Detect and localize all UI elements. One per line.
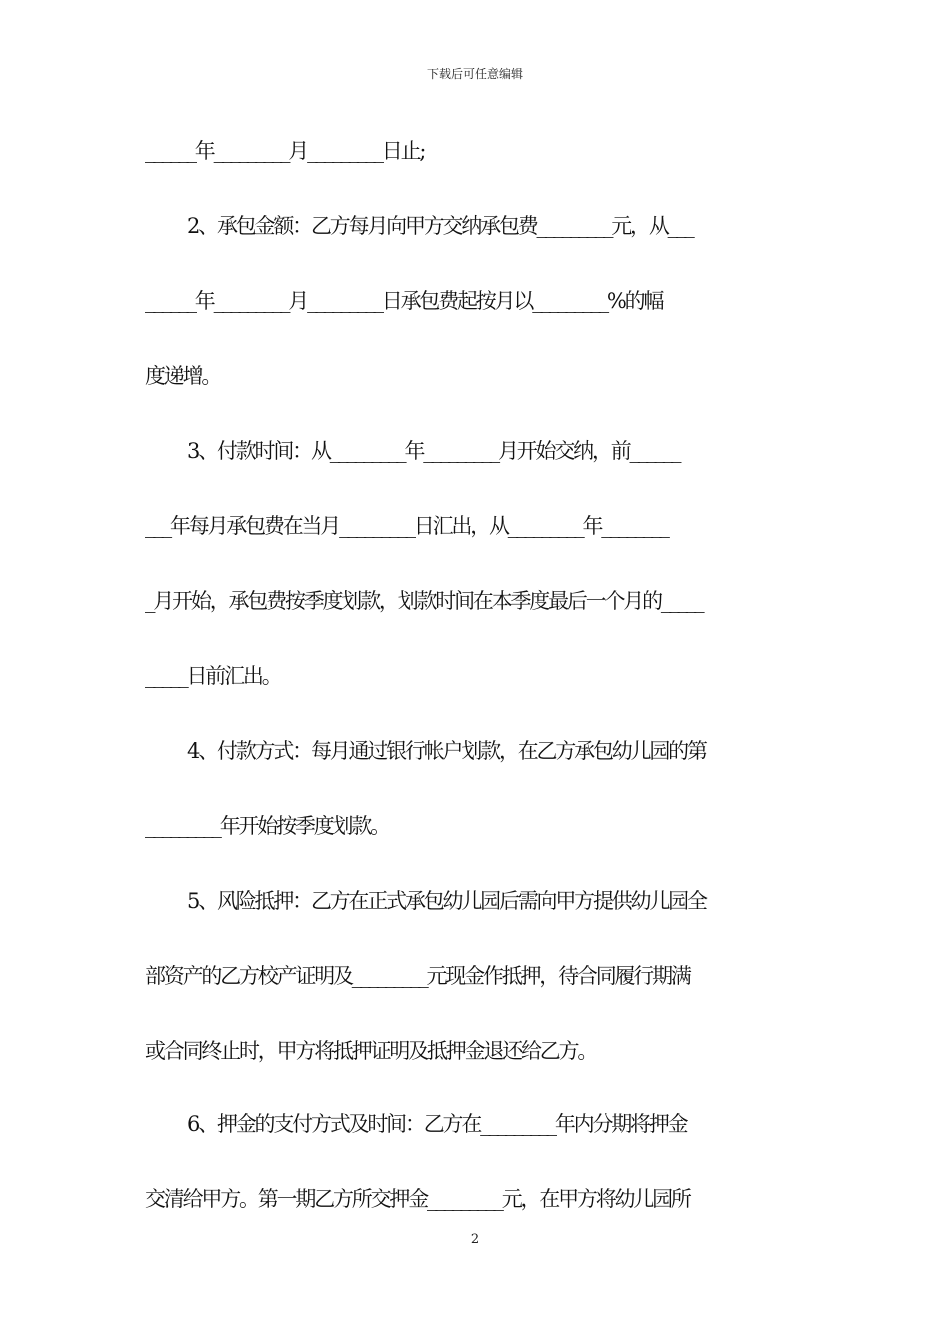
body-line: 2、承包金额：乙方每月向甲方交纳承包费_________元，从___ [187,214,693,238]
page-header: 下载后可任意编辑 [426,67,523,81]
body-line: _月开始，承包费按季度划款，划款时间在本季度最后一个月的_____ [145,589,703,613]
body-line: 4、付款方式：每月通过银行帐户划款，在乙方承包幼儿园的第 [187,739,706,763]
body-line: 或合同终止时，甲方将抵押证明及抵押金退还给乙方。 [145,1039,597,1063]
page-number: 2 [470,1232,480,1247]
body-line: ______年_________月_________日承包费起按月以_________%的幅 [145,289,663,313]
body-line: ___年每月承包费在当月_________日汇出，从_________年________ [145,514,668,538]
body-line: ______年_________月_________日止; [145,139,425,163]
body-line: 度递增。 [145,364,221,388]
body-line: 5、风险抵押：乙方在正式承包幼儿园后需向甲方提供幼儿园全 [187,889,706,913]
body-line: 交清给甲方。第一期乙方所交押金_________元，在甲方将幼儿园所 [145,1187,690,1211]
body-line: _____日前汇出。 [145,664,281,688]
body-line: 部资产的乙方校产证明及_________元现金作抵押，待合同履行期满 [145,964,690,988]
body-line: _________年开始按季度划款。 [145,814,389,838]
body-line: 3、付款时间：从_________年_________月开始交纳，前______ [187,439,680,463]
body-line: 6、押金的支付方式及时间：乙方在_________年内分期将押金 [187,1112,687,1136]
